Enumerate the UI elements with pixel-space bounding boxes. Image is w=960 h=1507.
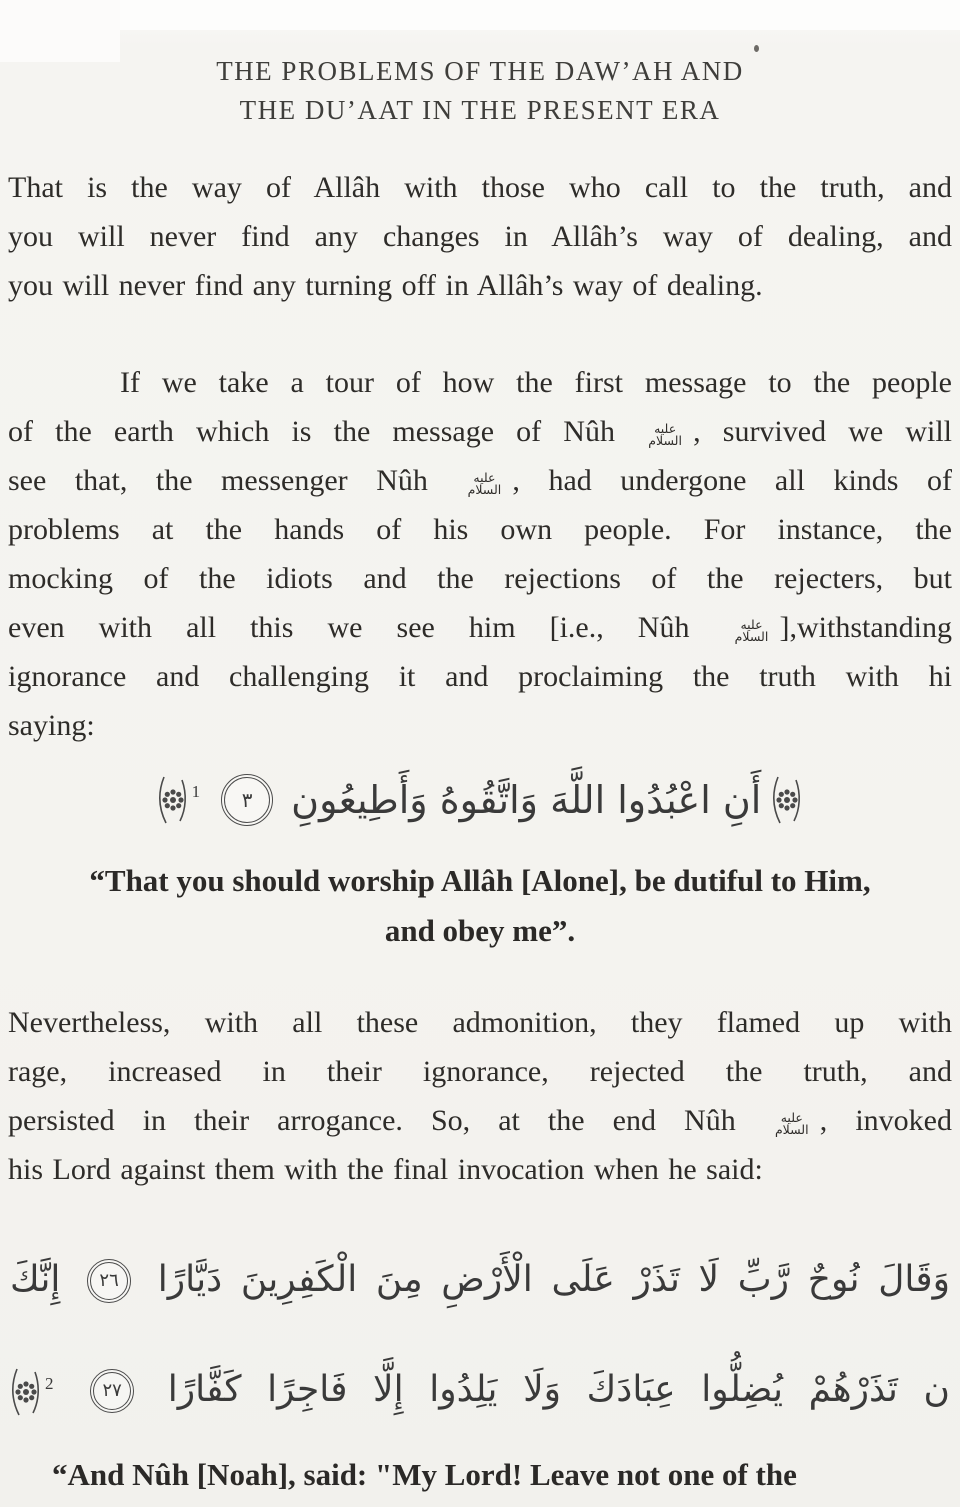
verse-arabic-text: أَنِ اعْبُدُوا اللَّهَ وَاتَّقُوهُ وَأَطِيعُونِ bbox=[291, 777, 762, 822]
footnote-marker-2: 2 bbox=[45, 1374, 54, 1393]
text-line: his Lord against them with the final invocation when he said: bbox=[8, 1153, 763, 1186]
text-line: Nevertheless, with all these admonition, they flamed up with bbox=[8, 1006, 952, 1039]
alayhis-salam-icon: عليه السلام bbox=[648, 421, 682, 448]
verse-close-ornament-icon bbox=[157, 775, 189, 825]
text-line: ignorance and challenging it and proclaiming the truth with hi bbox=[8, 660, 952, 693]
paragraph-nuh-message bbox=[0, 358, 960, 750]
verse-translation-71-3 bbox=[0, 856, 960, 956]
text-line: mocking of the idiots and the rejections of the rejecters, but bbox=[8, 562, 952, 595]
verse-open-ornament-icon bbox=[771, 775, 803, 825]
text-line: “That you should worship Allâh [Alone], be dutiful to Him, bbox=[89, 863, 871, 898]
title-line-1: THE PROBLEMS OF THE DAW’AH AND bbox=[216, 56, 744, 86]
text-line: If we take a tour of how the first message to the people bbox=[120, 366, 952, 399]
text-line: of the earth which is the message of Nûh عليه السلام , survived we will bbox=[8, 415, 953, 448]
page-title bbox=[0, 52, 960, 130]
text-line: even with all this we see him [i.e., Nûh عليه السلام ],withstanding bbox=[8, 611, 952, 644]
verse-arabic-text: وَقَالَ نُوحٌ رَّبِّ لَا تَذَرْ عَلَى الْأَرْضِ مِنَ الْكَفِرِينَ دَيَّارًا bbox=[157, 1259, 950, 1300]
ayah-number-medallion: ٢٧ bbox=[90, 1369, 134, 1413]
ayah-number-medallion: ٣ bbox=[221, 774, 273, 826]
verse-close-ornament-group bbox=[10, 1343, 57, 1439]
paragraph-allah-way bbox=[0, 163, 960, 310]
alayhis-salam-icon: عليه السلام bbox=[774, 1110, 809, 1137]
text-line: and obey me”. bbox=[384, 913, 576, 948]
text-line: see that, the messenger Nûh عليه السلام , had undergone all kinds of bbox=[8, 464, 952, 497]
text-line: problems at the hands of his own people. For instance, the bbox=[8, 513, 952, 546]
verse-arabic-text: ن تَذَرْهُمْ يُضِلُّوا عِبَادَكَ وَلَا يَلِدُوا إِلَّا فَاجِرًا كَفَّارًا bbox=[167, 1369, 950, 1410]
footnote-marker-1: 1 bbox=[191, 781, 201, 801]
text-line: persisted in their arrogance. So, at the end Nûh عليه السلام , invoked bbox=[8, 1104, 952, 1137]
text-line: you will never find any changes in Allâh’s way of dealing, and bbox=[8, 220, 952, 253]
quran-verse-71-27 bbox=[0, 1342, 960, 1442]
text-line: rage, increased in their ignorance, rejected the truth, and bbox=[8, 1055, 952, 1088]
title-line-2: THE DU’AAT IN THE PRESENT ERA bbox=[239, 95, 721, 125]
quran-verse-71-3 bbox=[0, 748, 960, 852]
alayhis-salam-icon: عليه السلام bbox=[467, 470, 502, 497]
quran-verse-71-26 bbox=[0, 1232, 960, 1332]
alayhis-salam-icon: عليه السلام bbox=[734, 617, 769, 644]
scan-artifact-dot bbox=[754, 45, 759, 52]
verse-arabic-tail: إِنَّكَ bbox=[10, 1259, 61, 1300]
verse-close-ornament-group bbox=[157, 775, 204, 825]
text-line: you will never find any turning off in Allâh’s way of dealing. bbox=[8, 269, 763, 302]
text-line: That is the way of Allâh with those who call to the truth, and bbox=[8, 171, 952, 204]
ayah-number-medallion: ٢٦ bbox=[87, 1259, 131, 1303]
text-line: saying: bbox=[8, 709, 95, 742]
paragraph-nevertheless bbox=[0, 998, 960, 1194]
verse-translation-71-26-start: “And Nûh [Noah], said: "My Lord! Leave not one of the bbox=[52, 1457, 797, 1492]
scan-white-band bbox=[0, 0, 960, 30]
verse-close-ornament-icon bbox=[10, 1367, 42, 1417]
